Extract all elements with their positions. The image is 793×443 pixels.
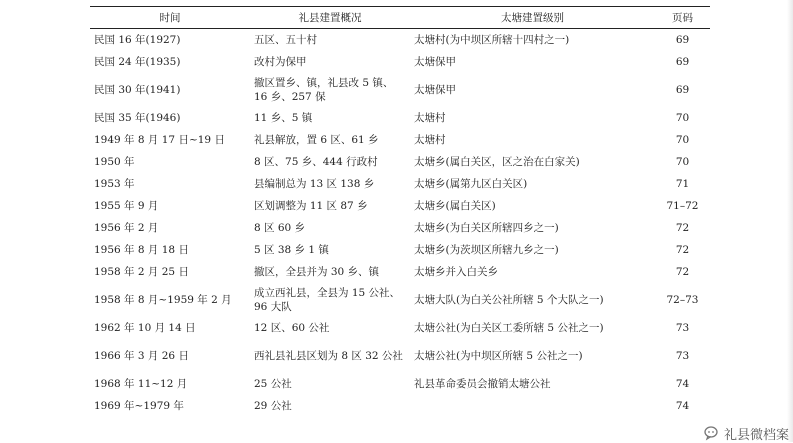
cell-level: 太塘村(为中坝区所辖十四村之一) — [414, 34, 570, 46]
header-time: 时间 — [90, 7, 250, 29]
cell-level: 太塘乡(为白关区所辖四乡之一) — [414, 222, 559, 234]
history-table — [90, 6, 710, 417]
table-row — [90, 239, 710, 261]
cell-level: 太塘乡(属白关区) — [414, 200, 496, 212]
cell-page: 70 — [675, 156, 690, 168]
cell-overview: 12 区、60 公社 — [254, 322, 330, 334]
cell-time: 1962 年 10 月 14 日 — [94, 322, 196, 334]
cell-page: 72 — [675, 222, 690, 234]
cell-level: 太塘大队(为白关公社所辖 5 个大队之一) — [414, 294, 604, 306]
table-row — [90, 173, 710, 195]
table-header-row — [90, 7, 710, 29]
cell-time: 1956 年 8 月 18 日 — [94, 244, 189, 256]
cell-overview: 11 乡、5 镇 — [254, 112, 313, 124]
cell-level: 太塘村 — [414, 134, 446, 146]
cell-time: 1950 年 — [94, 156, 135, 168]
cell-level: 太塘乡(属第九区白关区) — [414, 178, 528, 190]
table-row — [90, 373, 710, 395]
table-row — [90, 151, 710, 173]
cell-overview: 5 区 38 乡 1 镇 — [254, 244, 329, 256]
cell-level: 太塘乡(为茨坝区所辖九乡之一) — [414, 244, 559, 256]
table-row — [90, 395, 710, 417]
cell-time: 民国 16 年(1927) — [94, 34, 181, 46]
table-row — [90, 107, 710, 129]
cell-page: 74 — [675, 400, 690, 412]
cell-overview: 改村为保甲 — [254, 56, 307, 68]
cell-time: 1953 年 — [94, 178, 135, 190]
chat-bubble-icon — [704, 425, 720, 441]
cell-overview: 五区、五十村 — [254, 34, 317, 46]
cell-overview: 西礼县礼县区划为 8 区 32 公社 — [254, 350, 403, 362]
cell-time: 民国 24 年(1935) — [94, 56, 181, 68]
cell-time: 1966 年 3 月 26 日 — [94, 350, 189, 362]
cell-page: 73 — [675, 322, 690, 334]
cell-level: 太塘保甲 — [414, 84, 456, 96]
table-row — [90, 217, 710, 239]
table-row — [90, 283, 710, 317]
cell-level — [410, 395, 655, 417]
table-row — [90, 29, 710, 52]
cell-overview: 礼县解放，置 6 区、61 乡 — [254, 134, 379, 146]
cell-level: 太塘乡(属白关区，区之治在白家关) — [414, 156, 580, 168]
cell-page: 69 — [675, 34, 690, 46]
cell-level: 太塘保甲 — [414, 56, 456, 68]
table-row — [90, 261, 710, 283]
cell-overview: 县编制总为 13 区 138 乡 — [254, 178, 375, 190]
cell-time: 1956 年 2 月 — [94, 222, 159, 234]
header-overview: 礼县建置概况 — [250, 7, 410, 29]
cell-time: 民国 30 年(1941) — [94, 84, 181, 96]
cell-level: 太塘乡并入白关乡 — [414, 266, 498, 278]
table-row — [90, 73, 710, 107]
cell-level: 太塘公社(为白关区工委所辖 5 公社之一) — [414, 322, 604, 334]
cell-page: 71–72 — [666, 200, 699, 212]
cell-page: 70 — [675, 112, 690, 124]
cell-page: 72–73 — [666, 294, 699, 306]
cell-time: 1958 年 2 月 25 日 — [94, 266, 189, 278]
cell-page: 74 — [675, 378, 690, 390]
cell-page: 69 — [675, 56, 690, 68]
header-page: 页码 — [655, 7, 710, 29]
cell-overview: 撤区置乡、镇，礼县改 5 镇、16 乡、257 保 — [254, 77, 394, 103]
table-row — [90, 195, 710, 217]
cell-time: 1955 年 9 月 — [94, 200, 159, 212]
cell-page: 71 — [675, 178, 690, 190]
cell-level: 太塘公社(为中坝区所辖 5 公社之一) — [414, 350, 583, 362]
cell-overview: 8 区、75 乡、444 行政村 — [254, 156, 378, 168]
cell-overview: 区划调整为 11 区 87 乡 — [254, 200, 368, 212]
header-level: 太塘建置级别 — [410, 7, 655, 29]
watermark-text: 礼县微档案 — [723, 427, 789, 443]
cell-time: 1949 年 8 月 17 日~19 日 — [94, 134, 225, 146]
cell-time: 1969 年~1979 年 — [94, 400, 184, 412]
cell-overview: 撤区，全县并为 30 乡、镇 — [254, 266, 380, 278]
cell-time: 1958 年 8 月~1959 年 2 月 — [94, 294, 232, 306]
cell-page: 73 — [675, 350, 690, 362]
cell-overview: 成立西礼县，全县为 15 公社、96 大队 — [254, 287, 401, 313]
cell-page: 72 — [675, 266, 690, 278]
cell-overview: 8 区 60 乡 — [254, 222, 306, 234]
cell-overview: 29 公社 — [254, 400, 292, 412]
table-body — [90, 29, 710, 418]
cell-page: 70 — [675, 134, 690, 146]
cell-time: 民国 35 年(1946) — [94, 112, 181, 124]
cell-level: 礼县革命委员会撤销太塘公社 — [414, 378, 551, 390]
watermark — [704, 424, 789, 442]
table-row — [90, 129, 710, 151]
table-container — [90, 6, 710, 417]
cell-page: 69 — [675, 84, 690, 96]
table-row — [90, 339, 710, 373]
cell-level: 太塘村 — [414, 112, 446, 124]
cell-overview: 25 公社 — [254, 378, 292, 390]
page-edge-shadow — [787, 0, 793, 442]
cell-time: 1968 年 11~12 月 — [94, 378, 188, 390]
cell-page: 72 — [675, 244, 690, 256]
table-row — [90, 317, 710, 339]
table-row — [90, 51, 710, 73]
